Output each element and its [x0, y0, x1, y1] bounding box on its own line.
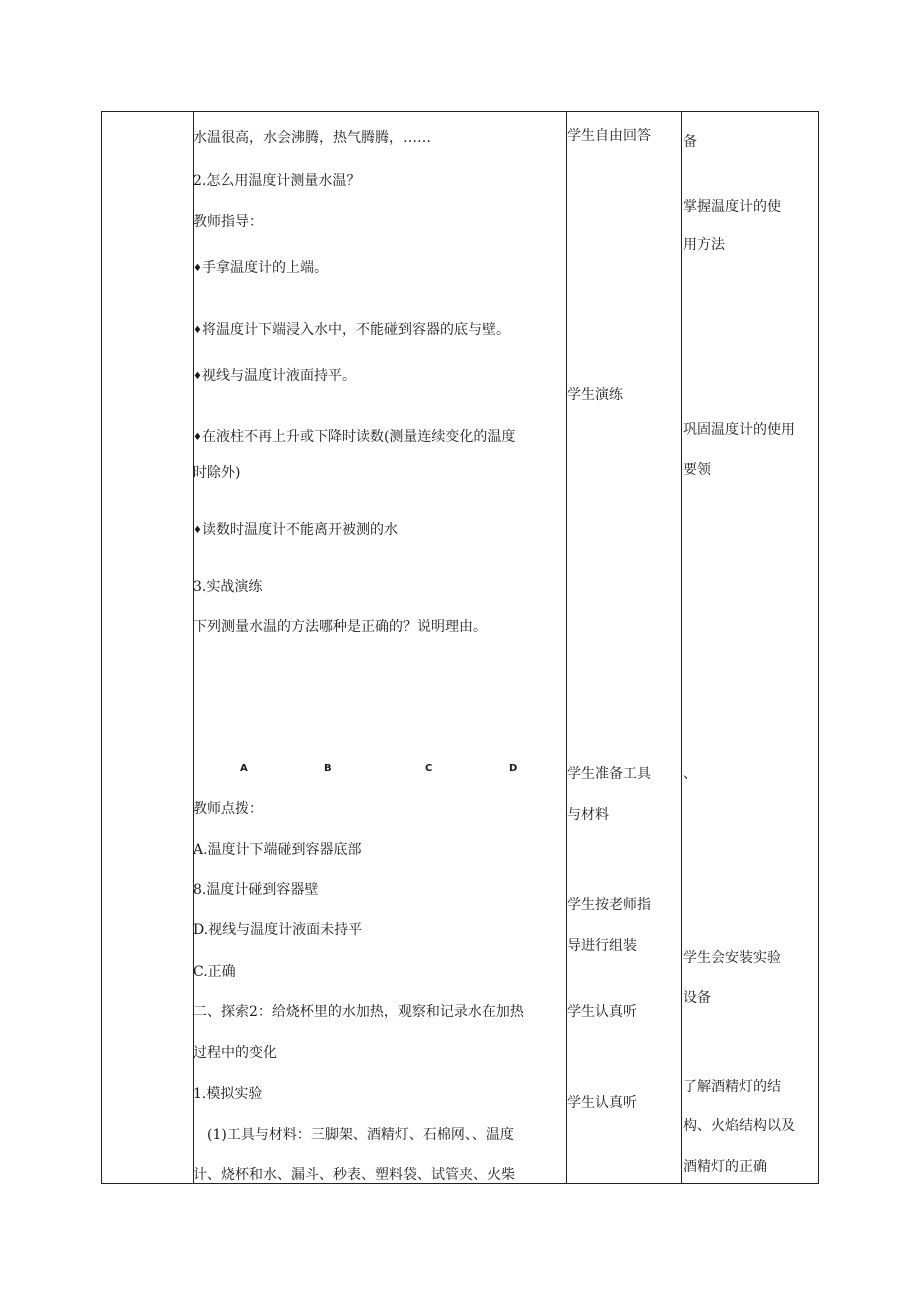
design-purpose: 备	[683, 134, 697, 150]
column-divider-3	[681, 112, 682, 1183]
main-line: (1)工具与材料：三脚架、酒精灯、石棉网、、温度	[207, 1127, 514, 1143]
student-activity: 学生演练	[567, 387, 623, 403]
student-activity: 学生认真听	[567, 1004, 637, 1020]
design-purpose: 构、火焰结构以及	[683, 1118, 795, 1134]
main-line: C.正确	[193, 964, 236, 980]
design-purpose: 要领	[683, 462, 711, 478]
main-line: 计、烧杯和水、漏斗、秒表、塑料袋、试管夹、火柴	[193, 1167, 515, 1183]
diamond-bullet-icon: ♦	[193, 371, 202, 382]
main-line: 教师指导：	[193, 214, 263, 230]
main-line: D.视线与温度计液面未持平	[193, 922, 363, 938]
option-label-b: B	[324, 763, 332, 774]
main-line: 下列测量水温的方法哪种是正确的？说明理由。	[193, 619, 487, 635]
design-purpose: 了解酒精灯的结	[683, 1079, 781, 1095]
design-purpose: 用方法	[683, 237, 725, 253]
student-activity: 与材料	[567, 807, 609, 823]
main-line: A.温度计下端碰到容器底部	[193, 842, 362, 858]
main-line: 过程中的变化	[193, 1045, 277, 1061]
design-purpose: 学生会安装实验	[683, 950, 781, 966]
diamond-bullet-icon: ♦	[193, 525, 202, 536]
diamond-bullet-icon: ♦	[193, 432, 202, 443]
bullet-line: ♦在液柱不再上升或下降时读数(测量连续变化的温度	[193, 429, 516, 445]
bullet-line: ♦将温度计下端浸入水中，不能碰到容器的底与壁。	[193, 322, 510, 338]
student-activity: 学生准备工具	[567, 766, 651, 782]
bullet-line: ♦读数时温度计不能离开被测的水	[193, 522, 398, 538]
option-label-c: C	[425, 763, 433, 774]
main-line: 1.模拟实验	[193, 1086, 263, 1102]
student-activity: 学生自由回答	[567, 128, 651, 144]
bullet-line: ♦手拿温度计的上端。	[193, 260, 328, 276]
main-line: 2.怎么用温度计测量水温？	[193, 173, 361, 189]
main-line: 教师点拨：	[193, 801, 263, 817]
bullet-line: ♦视线与温度计液面持平。	[193, 368, 356, 384]
diamond-bullet-icon: ♦	[193, 263, 202, 274]
main-line: 3.实战演练	[193, 579, 263, 595]
option-label-a: A	[240, 763, 248, 774]
main-line: 水温很高，水会沸腾，热气腾腾，……	[193, 130, 431, 146]
design-purpose: 酒精灯的正确	[683, 1159, 767, 1175]
student-activity: 学生认真听	[567, 1095, 637, 1111]
design-purpose: 巩固温度计的使用	[683, 422, 795, 438]
column-divider-2	[566, 112, 567, 1183]
option-label-d: D	[509, 763, 518, 774]
design-purpose: 、	[683, 766, 697, 782]
main-line: 时除外)	[193, 465, 241, 481]
main-line: 8.温度计碰到容器壁	[193, 882, 319, 898]
student-activity: 学生按老师指	[567, 897, 651, 913]
diamond-bullet-icon: ♦	[193, 325, 202, 336]
design-purpose: 设备	[683, 990, 711, 1006]
main-line: 二、探索2：给烧杯里的水加热，观察和记录水在加热	[193, 1004, 524, 1020]
student-activity: 导进行组装	[567, 938, 637, 954]
design-purpose: 掌握温度计的使	[683, 199, 781, 215]
